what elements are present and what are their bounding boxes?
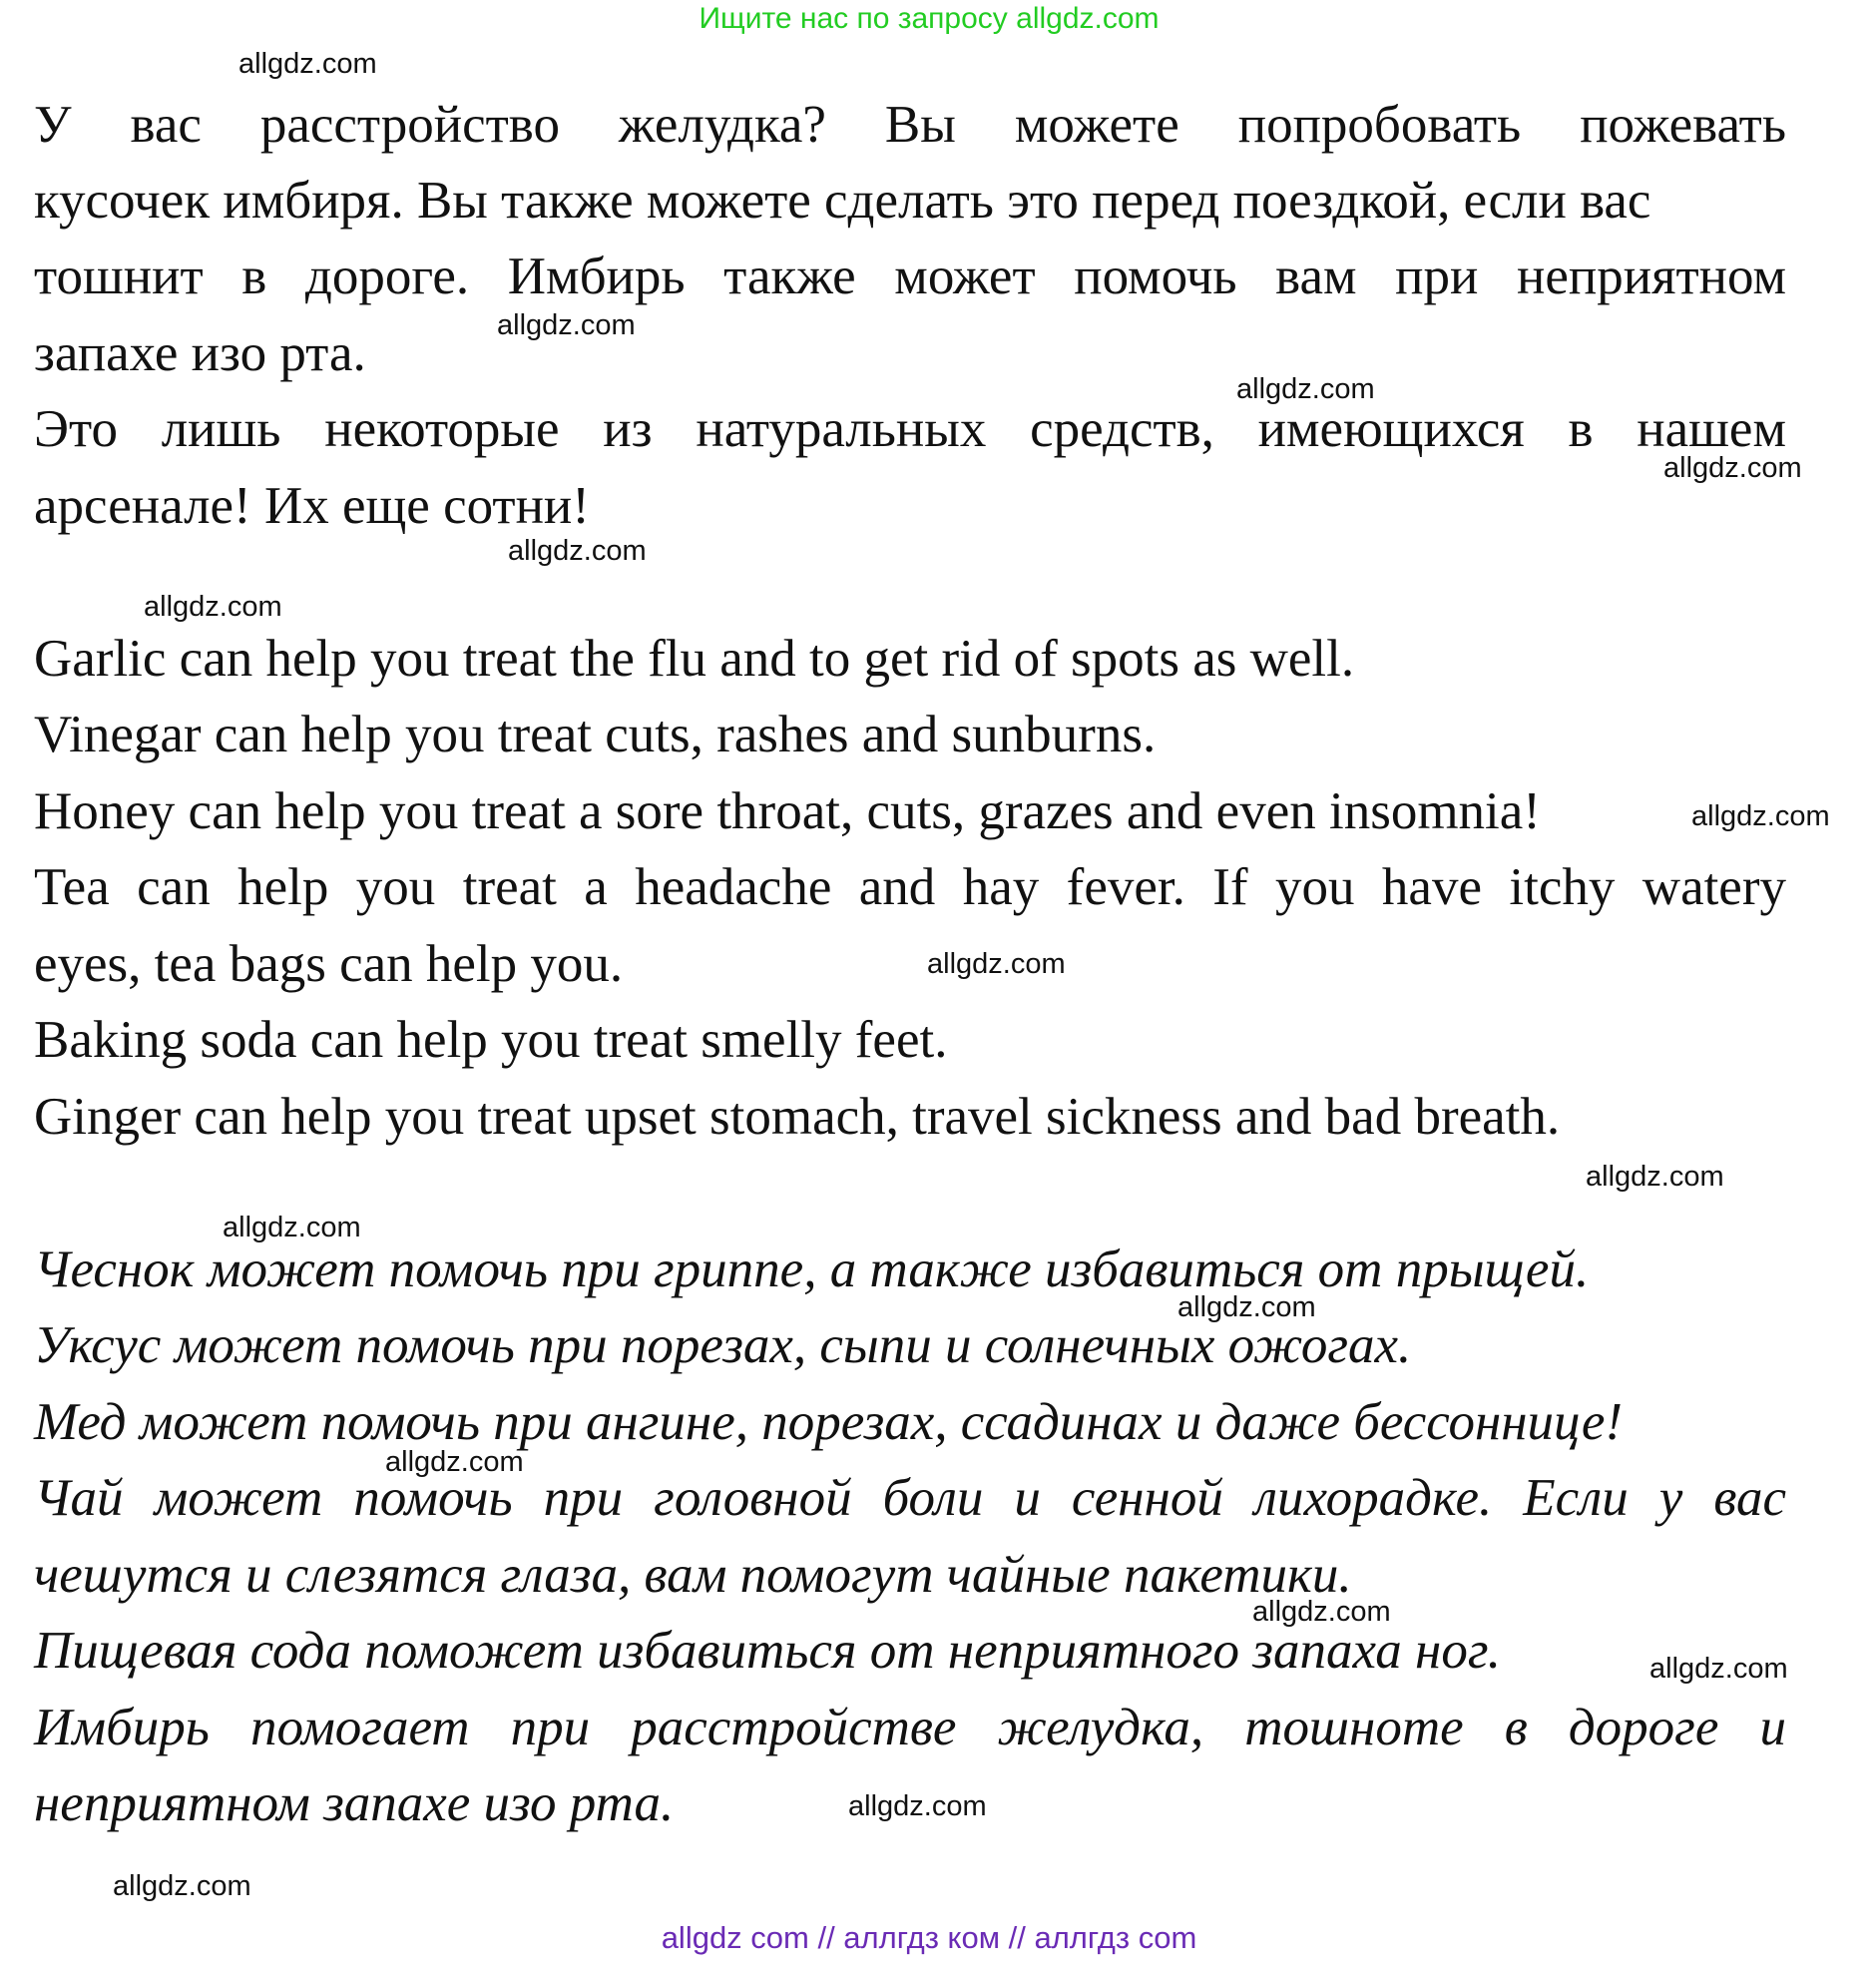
text-line: Это лишь некоторые из натуральных средств, имеющихся в нашем [34,400,1786,458]
watermark: allgdz.com [238,48,377,80]
text-line: Vinegar can help you treat cuts, rashes and sunburns. [34,706,1157,763]
watermark: allgdz.com [223,1212,361,1243]
watermark: allgdz.com [1586,1161,1724,1193]
text-line: Honey can help you treat a sore throat, cuts, grazes and even insomnia! [34,782,1541,840]
text-line: кусочек имбиря. Вы также можете сделать это перед поездкой, если вас [34,172,1651,230]
footer-banner: allgdz com // аллгдз ком // аллгдз com [661,1920,1197,1955]
text-line: Имбирь помогает при расстройстве желудка, тошноте в дороге и [34,1699,1786,1756]
text-line: запахе изо рта. [34,324,366,382]
text-line: Чай может помочь при головной боли и сенной лихорадке. Если у вас [34,1469,1786,1527]
watermark: allgdz.com [144,591,282,623]
text-line: Garlic can help you treat the flu and to get rid of spots as well. [34,630,1355,688]
watermark: allgdz.com [1649,1653,1788,1685]
watermark: allgdz.com [1691,800,1830,832]
watermark: allgdz.com [1663,452,1802,484]
text-line: Чеснок может помочь при гриппе, а также избавиться от прыщей. [34,1240,1590,1298]
text-line: неприятном запахе изо рта. [34,1774,675,1832]
text-line: Мед может помочь при ангине, порезах, ссадинах и даже бессоннице! [34,1393,1624,1451]
watermark: allgdz.com [113,1870,251,1902]
text-line: У вас расстройство желудка? Вы можете попробовать пожевать [34,96,1786,154]
watermark: allgdz.com [385,1446,524,1478]
text-line: Tea can help you treat a headache and hay fever. If you have itchy watery [34,858,1786,916]
text-line: Пищевая сода поможет избавиться от неприятного запаха ног. [34,1622,1502,1680]
watermark: allgdz.com [1236,373,1375,405]
watermark: allgdz.com [497,309,636,341]
text-line: Ginger can help you treat upset stomach, travel sickness and bad breath. [34,1088,1561,1146]
text-line: Уксус может помочь при порезах, сыпи и солнечных ожогах. [34,1316,1412,1374]
text-line: Baking soda can help you treat smelly feet. [34,1011,948,1069]
watermark: allgdz.com [508,535,647,567]
watermark: allgdz.com [1177,1291,1316,1323]
watermark: allgdz.com [927,948,1066,980]
text-line: eyes, tea bags can help you. [34,935,624,993]
header-banner: Ищите нас по запросу allgdz.com [699,2,1160,35]
text-line: чешутся и слезятся глаза, вам помогут чайные пакетики. [34,1546,1352,1604]
watermark: allgdz.com [848,1790,987,1822]
watermark: allgdz.com [1252,1596,1391,1628]
text-line: тошнит в дороге. Имбирь также может помочь вам при неприятном [34,247,1786,305]
text-line: арсенале! Их еще сотни! [34,477,590,535]
